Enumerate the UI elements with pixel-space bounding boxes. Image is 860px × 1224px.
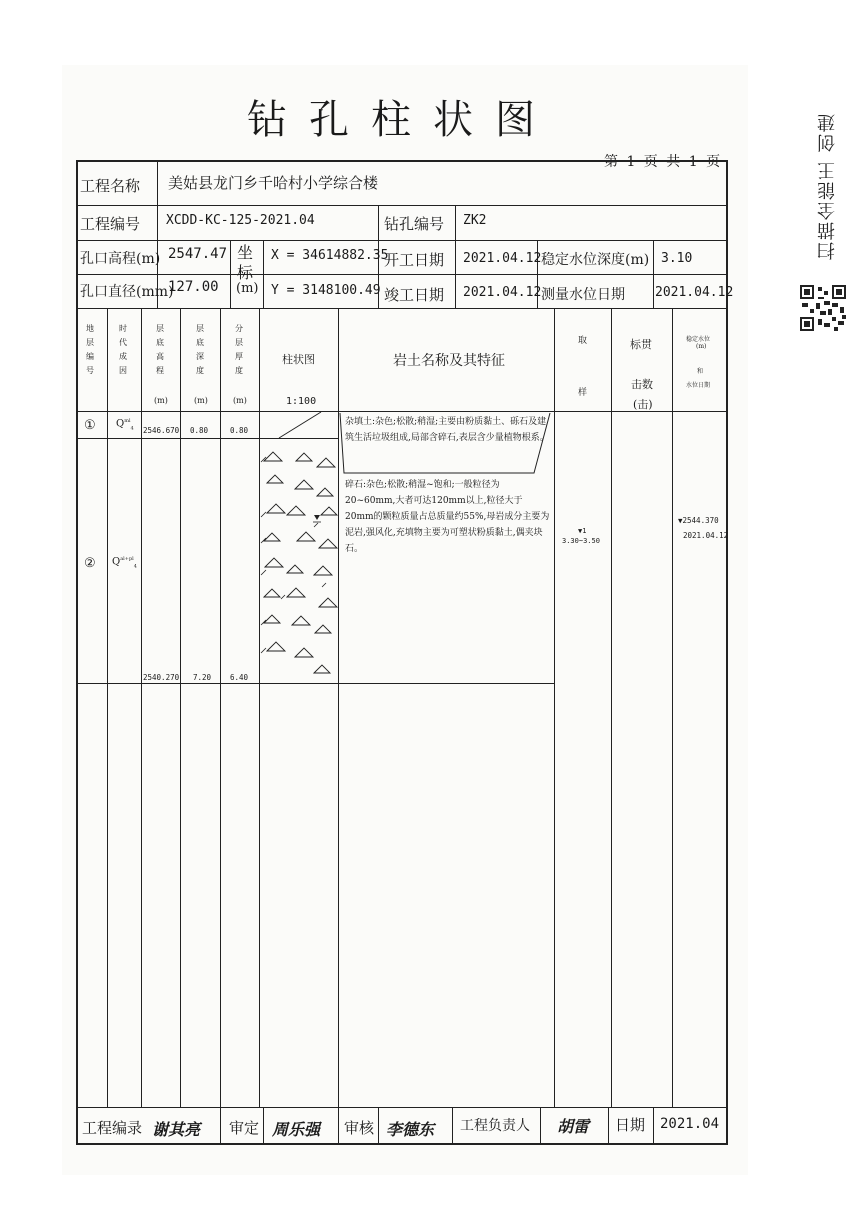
project-no: XCDD-KC-125-2021.04 (166, 213, 315, 228)
col-header-spt-unit: (击) (633, 398, 653, 411)
start-date: 2021.04.12 (463, 251, 542, 266)
stable-water-label: 稳定水位深度(m) (541, 252, 650, 268)
col-line (378, 1107, 379, 1145)
col-line (263, 240, 264, 308)
col-header-water: 水位日期 (686, 382, 711, 389)
col-header-age: 时代成因 (119, 324, 127, 375)
col-header-sample: 取 (578, 336, 588, 346)
col-header-bottom-elev: 层底高程 (156, 324, 164, 375)
layer1-bottom-depth: 0.80 (190, 426, 209, 435)
row-line (76, 274, 728, 275)
stable-water: 3.10 (661, 251, 693, 266)
layer2-bottom-elev: 2540.270 (143, 673, 180, 682)
col-header-water: 和 (697, 368, 704, 375)
measure-date: 2021.04.12 (655, 285, 734, 300)
end-date-label: 竣工日期 (384, 286, 445, 304)
row-line (76, 240, 728, 241)
row-line (76, 205, 728, 206)
col-line (220, 1107, 221, 1145)
layer2-description: 碎石:杂色;松散;稍湿~饱和;一般粒径为20~60mm,大者可达120mm以上,粒径大于20mm的颗粒质量占总质量约55%,母岩成分主要为泥岩,强风化,充填物主要为可塑状粉质黏土,偶夹块石。 (345, 480, 550, 554)
end-date: 2021.04.12 (463, 285, 542, 300)
col-line (338, 1107, 339, 1145)
layer2-bottom-depth: 7.20 (193, 673, 212, 682)
col-header-column: 柱状图 (282, 353, 315, 366)
coord-x: X = 34614882.35 (271, 248, 389, 263)
diameter: 127.00 (168, 279, 219, 295)
footer-top-line (76, 1107, 728, 1108)
col-line (141, 308, 142, 1107)
elevation-label: 孔口高程(m) (80, 251, 161, 267)
col-line (180, 308, 181, 1107)
pm-label: 工程负责人 (460, 1118, 530, 1134)
layer1-age: $Q^{ml}_4$ (116, 418, 134, 432)
layer1-no: ① (84, 418, 96, 433)
diameter-label: 孔口直径(mm) (80, 284, 174, 300)
pm-signature: 胡雷 (557, 1117, 590, 1136)
coord-label: 标 (237, 263, 254, 282)
compiler-label: 工程编录 (82, 1119, 143, 1137)
col-line (220, 308, 221, 1107)
start-date-label: 开工日期 (384, 251, 445, 269)
coord-y: Y = 3148100.49 (271, 283, 381, 298)
col-header-spt: 标贯 (630, 338, 652, 351)
col-line (672, 308, 673, 1107)
scanner-watermark: 扫描全能王 创建 (817, 112, 838, 260)
project-name-label: 工程名称 (80, 177, 141, 195)
description-bracket (338, 411, 554, 481)
layer1-description: 杂填土:杂色;松散;稍湿;主要由粉质黏土、砾石及建筑生活垃圾组成,局部含碎石,表层含少量植物根系。 (345, 417, 549, 443)
project-name: 美姑县龙门乡千哈村小学综合楼 (168, 174, 379, 192)
coord-unit: (m) (236, 281, 259, 296)
column-graphic (259, 411, 339, 683)
qr-code-icon (800, 285, 846, 331)
row-line (76, 308, 728, 309)
col-header-thickness: 分层厚度 (235, 324, 243, 375)
sample-label: ▼1 (578, 527, 587, 535)
page-info: 第 1 页 共 1 页 (604, 154, 723, 170)
sample-range: 3.30~3.50 (562, 537, 600, 545)
col-header-sample: 样 (578, 388, 588, 398)
date-label: 日期 (615, 1116, 646, 1134)
check-signature: 李德东 (386, 1120, 435, 1139)
layer2-bottom-line (76, 683, 554, 684)
borehole-no-label: 钻孔编号 (384, 215, 445, 233)
col-line (608, 1107, 609, 1145)
col-line (611, 308, 612, 1107)
footer-date: 2021.04 (660, 1116, 720, 1132)
layer1-thickness: 0.80 (230, 426, 249, 435)
water-level-reading: ▼2544.370 (678, 516, 719, 525)
col-line (653, 240, 654, 308)
col-line (540, 1107, 541, 1145)
col-header-bottom-elev-unit: (m) (154, 396, 168, 405)
col-header-bottom-depth-unit: (m) (194, 396, 208, 405)
col-header-water: (m) (696, 343, 707, 350)
col-line (107, 308, 108, 1107)
col-line (455, 205, 456, 308)
layer2-age: $Q^{al+pl}_4$ (112, 556, 137, 570)
col-line (263, 1107, 264, 1145)
col-line (653, 1107, 654, 1145)
borehole-no: ZK2 (463, 213, 487, 228)
col-header-layer-no: 地层编号 (86, 324, 94, 375)
col-header-water: 稳定水位 (686, 336, 711, 343)
coord-label: 坐 (237, 243, 254, 262)
layer2-no: ② (84, 556, 96, 571)
layer1-bottom-elev: 2546.670 (143, 426, 180, 435)
compiler-signature: 谢其亮 (152, 1120, 201, 1139)
measure-date-label: 测量水位日期 (541, 287, 625, 303)
col-header-scale: 1:100 (286, 396, 317, 407)
project-no-label: 工程编号 (80, 215, 141, 233)
water-level-icon (314, 515, 320, 520)
col-line (554, 308, 555, 1107)
elevation: 2547.47 (168, 246, 228, 262)
review-signature: 周乐强 (272, 1120, 321, 1139)
page-title: 钻孔柱状图 (247, 97, 557, 143)
layer2-thickness: 6.40 (230, 673, 249, 682)
col-header-thickness-unit: (m) (233, 396, 247, 405)
check-label: 审核 (344, 1119, 375, 1137)
col-line (230, 240, 231, 308)
col-header-bottom-depth: 层底深度 (196, 324, 204, 375)
col-line (452, 1107, 453, 1145)
review-label: 审定 (229, 1119, 260, 1137)
col-header-description: 岩土名称及其特征 (393, 353, 505, 369)
col-header-spt: 击数 (631, 378, 653, 391)
water-level-date: 2021.04.12 (683, 531, 729, 540)
